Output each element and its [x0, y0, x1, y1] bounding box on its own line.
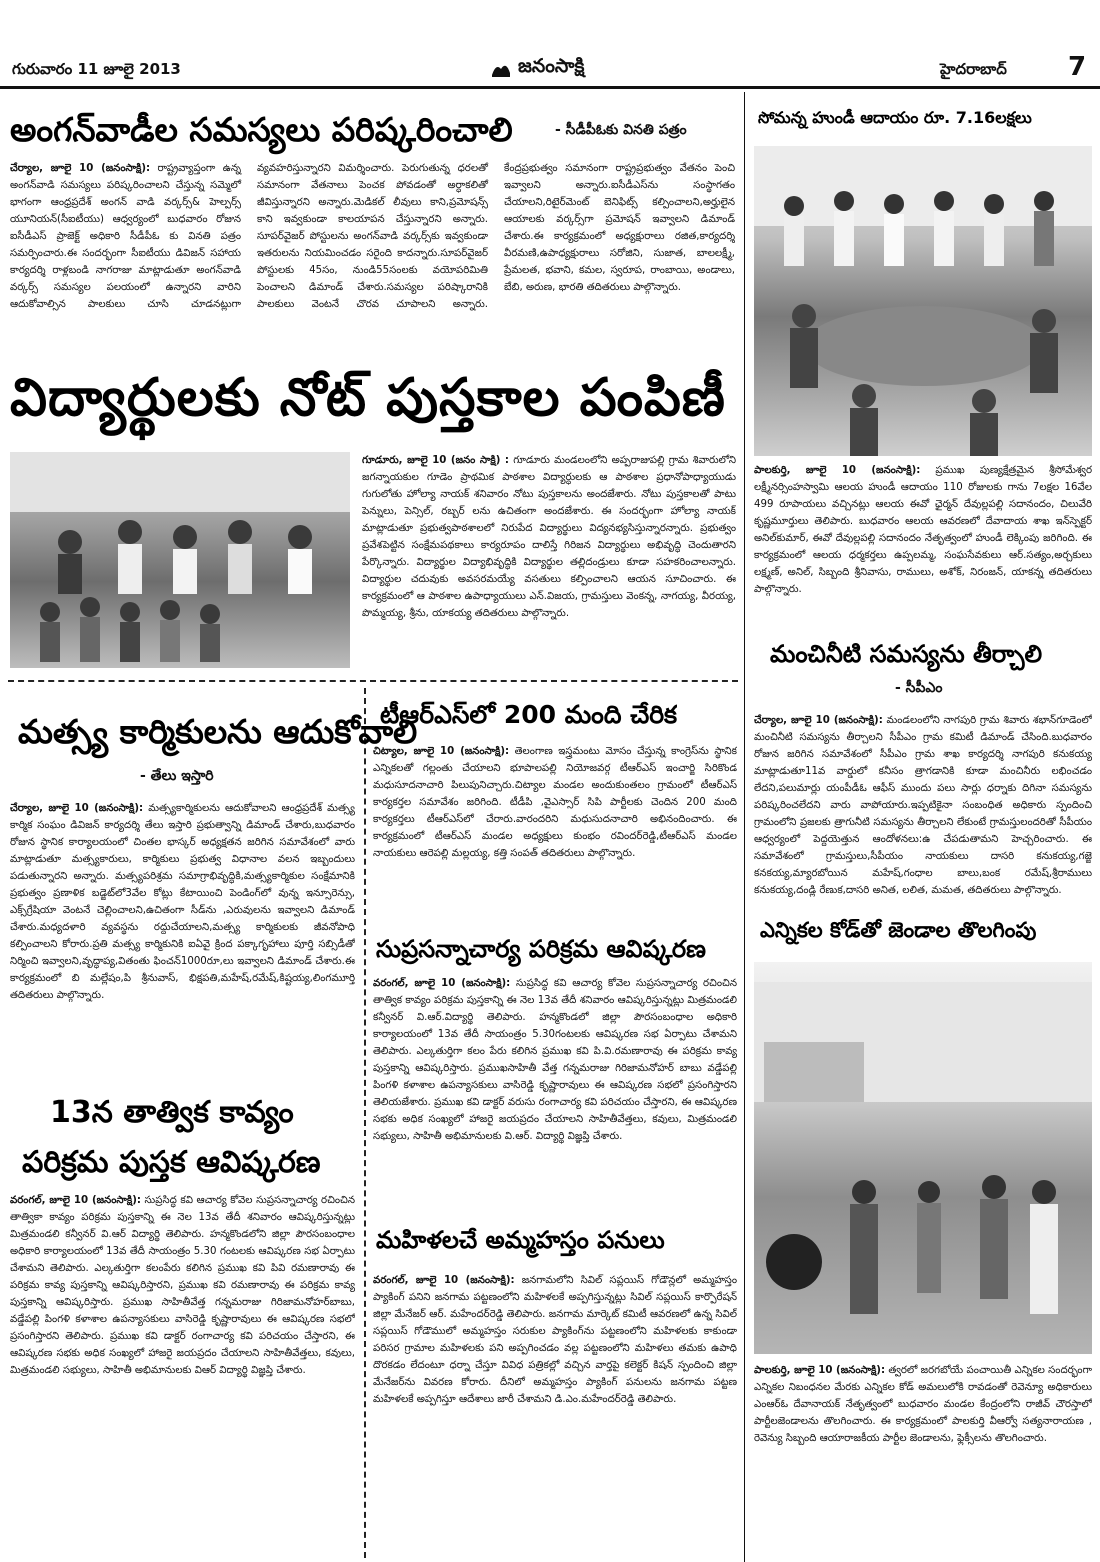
women-text: జనగామలోని సివిల్ సప్లయిస్ గోడౌన్లలో అమ్మహస్తం ప్యాకింగ్ పనిని జనగామ పట్టణంలోని మహిళలకే అప్పగిస్తున్నట్లు సివిల్ సప్లయిస్ కార్పొరేషన్ జిల్లా మేనేజర్ ఆర్. మహేందర్‌రెడ్డి తెలిపారు. జనగామ మార్కెట్ కమిటీ ఆవరణలో ఉన్న సివిల్ సప్లయిస్ గోడౌములో అమ్మహస్తం సరుకుల ప్యాకింగ్‌ను పట్టణంలోని మహిళలకు కాకుండా పరిసర గ్రామాల మహిళలకు పని అప్పగించడం వల్ల పట్టణంలోని మహిళలు తమకు ఉపాధి దొరకడం లేదంటూ ధర్నా చేస్తూ వివిధ పత్రికల్లో వచ్చిన వార్తపై కలెక్టర్ కిషన్ స్పందించి జిల్లా మేనేజర్‌ను వివరణ కోరారు. దీనిలో అమ్మహస్తం ప్యాకింగ్ పనులను జనగామ పట్టణ మహిళలకే అప్పగిస్తూ ఆదేశాలు జారీ చేశామని డి.ఎం.మహేందర్‌రెడ్డి తెలిపారు.	[373, 1275, 737, 1405]
water-text: మండలంలోని నాగపురి గ్రామ శివారు శభాన్‌గూడెంలో మంచినీటి సమస్యను తీర్చాలని సీపీఎం గ్రామ కమిటీ డిమాండ్ చేసింది.బుధవారం రోజున జరిగిన సమావేశంలో సీపీఎం గ్రామ శాఖ కార్యదర్శి నాగపురి కనుకయ్య మాట్లాడుతూ11వ వార్డులో కనీసం త్రాగడానికి కూడా మంచినీరు లభించడం లేదని,పలుమార్లు యంపీడీఓ ఆఫీస్ ముందు పలు సార్లు ధర్నాకు దిగినా సమస్యను పరిష్కరించలేదని వారు వాపోయారు.ఇప్పటికైనా సంబంధిత అధికారు స్పందించి గ్రామంలోని ప్రజలకు త్రాగునీటి సమస్యను తీర్చాలని లేకుంటే గ్రామస్తులందరితో సీపీయం ఆధ్వర్యంలో పెద్దయెత్తున ఆందోళనలు:ఉ చేపడుతామని హెచ్చరించారు. ఈ సమావేశంలో గ్రామస్తులు,సీపీయం నాయకులు దాసరి కనుకయ్య,గజ్జె కనకయ్య,మ్యారబోయిన మహేష్,గంధాల బాలు,బంక రమేష్,శ్రీరాములు కనుకయ్య,దండ్లి రేణుక,దాసరి అనిత, లలిత, మమత, తదితరులు పాల్గొన్నారు.	[754, 715, 1092, 896]
anganwadi-body	[10, 160, 735, 360]
anganwadi-headline: అంగన్‌వాడీల సమస్యలు పరిష్కరించాలి	[10, 110, 513, 149]
notebooks-body	[362, 452, 736, 672]
notebooks-photo	[10, 452, 350, 668]
women-headline: మహిళలచే అమ్మహస్తం పనులు	[376, 1226, 665, 1254]
trs-text: తెలంగాణ ఇస్త్రమంటు మోసం చేస్తున్న కాంగ్రెస్‌ను స్థానిక ఎన్నికలతో గల్లంతు చేయాలని భూపాలపల్లి నియోజవర్గ టీఆర్ఎస్ ఇంచార్జి సిరికొండ మధుసూదనాచారి పిలుపునిచ్చారు.చిట్యాల మండల అందుకుంతలం గ్రామంలో టీఆర్ఎస్ కార్యకర్తల సమావేశం జరిగింది. టీడీపి ,వైఎస్సార్ సిపి పార్టీలకు చెందిన 200 మంది కార్యకర్తలు టీఆర్ఎస్‌లో చేరారు.వారందరిని మధుసుదనాచారి అభినందించారు. ఈ కార్యక్రమంలో టీఆర్ఎస్ మండల అధ్యక్షులు కుంభం రవిందర్‌రెడ్డి,టీఆర్ఎస్ మండల నాయకులు ఆరెపల్లి మల్లయ్య, కత్తి సంపత్ తదితరులు పాల్గొన్నారు.	[373, 746, 737, 859]
city-name: హైదరాబాద్	[940, 60, 1007, 78]
fishermen-byline: చేర్యాల, జూలై 10 (జనంసాక్షి):	[10, 803, 144, 814]
masthead-rule	[0, 86, 1100, 89]
flags-headline: ఎన్నికల కోడ్‌తో జెండాల తొలగింపు	[760, 918, 1037, 942]
kavyam-mid-body	[373, 975, 737, 1215]
fishermen-subhead: - తేలు ఇస్తారి	[140, 768, 214, 784]
kavyam-mid-byline: వరంగల్, జూలై 10 (జనంసాక్షి):	[373, 978, 511, 989]
water-subhead: - సీపీఎం	[895, 680, 943, 696]
paper-name: జనంసాక్షి	[518, 55, 585, 77]
page-number: 7	[1068, 52, 1087, 82]
women-body	[373, 1272, 737, 1482]
logo-emblem-icon	[490, 59, 512, 79]
fishermen-body	[10, 800, 355, 1078]
notebooks-headline: విద్యార్థులకు నోట్ పుస్తకాల పంపిణీ	[10, 368, 726, 428]
somanna-photo	[754, 146, 1092, 456]
somanna-body	[754, 462, 1092, 632]
paper-logo	[490, 55, 584, 82]
kavyam-mid-text: సుప్రసిద్ధ కవి ఆచార్య కోవెల సుప్రసన్నాచార్య రచించిన తాత్విక కావ్యం పరిక్రమ పుస్తకాన్ని ఈ నెల 13వ తేదీ శనివారం ఆవిష్కరిస్తున్నట్లు మిత్రమండలి కన్వీనర్ వి.ఆర్.విద్యార్థి తెలిపారు. హన్మకొండలో జిల్లా పౌరసంబంధాల అధికారి కార్యాలయంలో 13వ తేదీ సాయంత్రం 5.30గంటలకు ఆవిష్కరణ సభ ఏర్పాటు చేశామని తెలిపారు. ఎల్కతుర్తిగా కలం పేరు కలిగిన ప్రముఖ కవి పి.వి.రమణారావు ఈ పరిక్రమ కావ్య పుస్తకాన్ని ఆవిష్కరిస్తారు. ప్రముఖసాహితీ వేత్త గన్నమరాజు గిరిజామనోహర్ బాబు వడ్డేపల్లి పింగళి కళాశాల ఉపన్యాసకులు వాసిరెడ్డి కృష్ణారావులు ఈ ఆవిష్కరణ సభలో ప్రసంగిస్తారని తెలియజేశారు. ప్రముఖ కవి డాక్టర్ వరుసు రంగాచార్య కవి పరిచయం చేస్తారని, ఈ ఆవిష్కరణ సభకు అధిక సంఖ్యలో హాజరై జయప్రదం చేయాలని సాహితీవేత్తలు, కవులు, మిత్రమండలి సభ్యులు, సాహితీ అభిమానులకు వి.ఆర్. విద్యార్థి విజ్ఞప్తి చేశారు.	[373, 978, 737, 1142]
anganwadi-text: రాష్ట్రవ్యాప్తంగా ఉన్న అంగన్‌వాడి సమస్యలు పరిష్కరించాలని చేస్తున్న సమ్మెలో భాగంగా ఆంధ్రప్రదేశ్ అంగన్ వాడి వర్కర్స్& హెల్పర్స్ యూనియన్(సీఐటీయు) ఆధ్వర్యంలో బుధవారం రోజున ఐసీడీఎస్ ప్రాజెక్ట్ అధికారి సీడీపీఓ కు వినతి పత్రం సమర్పించారు.ఈ సందర్భంగా సీఐటీయు డివిజన్ సహాయ కార్యదర్శి రాళ్లబండి నాగరాజు మాట్లాడుతూ అంగన్‌వాడి వర్కర్స్ సమస్యల పలయంలో ఉన్నారని వారిని ఆదుకోవాల్సిన పాలకులు చూసి చూడనట్లుగా వ్యవహరిస్తున్నారని విమర్శించారు. పెరుగుతున్న ధరలతో సమానంగా వేతనాలు పెంచక పోవడంతో అర్ధాకలితో జీవిస్తున్నారని అన్నారు.మెడికల్ లీవులు కాని,ప్రమోషన్స్ కాని ఇవ్వకుండా కాలయాపన చేస్తున్నారని అన్నారు. సూపర్‌వైజర్ పోస్టులను అంగన్‌వాడి వర్కర్స్‌కు ఇవ్వకుండా ఇతరులను నియమించడం సరైంది కాదన్నారు.సూపర్‌వైజర్ పోస్టులకు 45సం, నుండి55సంలకు వయోపరిమితి పెంచాలని డిమాండ్ చేశారు.సమస్యల పరిష్కారానికి పాలకులు వెంటనే చొరవ చూపాలని అన్నారు. కేంద్రప్రభుత్వం సమానంగా రాష్ట్రప్రభుత్వం వేతనం పెంచి ఇవ్వాలని అన్నారు.ఐసీడీఎస్‌ను సంస్థాగతం చేయాలని,రిటైర్‌మెంట్ బెనిఫిట్స్ కల్పించాలని,అర్హులైన ఆయాలకు వర్కర్స్‌గా ప్రమోషన్ ఇవ్వాలని డిమాండ్ చేశారు.ఈ కార్యక్రమంలో అధ్యక్షురాలు రజిత,కార్యదర్శి వీరమణి,ఉపాధ్యక్షురాలు సరోజిని, సుజాత, బాలలక్ష్మీ, ప్రేమలత, భవాని, కమల, స్వరూప, రాంబాయి, అండాలు, బేబి, అరుణ, భారతి తదితరులు పాల్గొన్నారు.	[10, 163, 735, 310]
fishermen-text: మత్స్యకార్మికులను ఆదుకోవాలని ఆంధ్రప్రదేశ్ మత్స్య కార్మిక సంఘం డివిజన్ కార్యదర్శి తేలు ఇస్తారి ప్రభుత్వాన్ని డిమాండ్ చేశారు,బుధవారం రోజున స్థానిక కార్యాలయంలో చింతల భాస్కర్ అధ్యక్షతన జరిగిన సమావేశంలో వారు మాట్లాడుతూ మత్స్యకారులు, కార్మికులు ప్రభుత్వ విధానాల వలన ఇబ్బందులు పడుతున్నారని అన్నారు. మత్స్యపరిశ్రమ సమాగ్రాభివృద్ధికి,మత్స్యకార్మికుల సంక్షేమానికి ప్రభుత్వం ప్రణాళిక బడ్జెట్‌లో3వేల కోట్లు కేటాయించి పెండింగ్‌లో వున్న ఇన్సూరెన్సు, ఎక్స్‌గ్రేషియా వెంటనే చెల్లించాలని,ఉచితంగా సీడ్‌ను ,ఎరువులను ఇవ్వాలని డిమాండ్ చేశారు.మధ్యదళారి వ్యవస్థను రద్దుచేయాలని,మత్స్య కార్మికులకు జీవనోపాధి కల్పించాలని కోరారు.ప్రతి మత్స్య కార్మికునికి ఐఏవై క్రింద పక్కాగృహాలు పూర్తి సబ్సిడీతో నిర్మించి ఇవ్వాలని,వృద్ధాప్య,వితంతు ఫించన్1000రూ,లు ఇవ్వాలని డిమాండ్ చేశారు.ఈ కార్యక్రమంలో బి మల్లేషం,పి శ్రీనువాస్, భిక్షపతి,మహేష్,రమేష్,కిష్టయ్య,లింగమూర్తి తదితరులు పాల్గొన్నారు.	[10, 803, 355, 1001]
somanna-text: ప్రముఖ పుణ్యక్షేత్రమైన శ్రీసోమేశ్వర లక్ష్మీనర్సింహస్వామి ఆలయ హుండీ ఆదాయం 110 రోజులకు గాను 7లక్షల 16వేల 499 రూపాయలు వచ్చినట్లు ఆలయ ఈవో ఛైర్మన్‌ దేవుల్లపల్లి సదానందం, చిలువేరి కృష్ణమూర్తులు తెలిపారు. బుధవారం ఆలయ ఆవరణలో దేవాదాయ శాఖ ఇన్‌స్పెక్టర్ అనిల్‌కుమార్, ఈవో దేవుల్లపల్లి సదానందం నేతృత్వంలో హుండీ లెక్కింపు జరిగింది. ఈ కార్యక్రమంలో ఆలయ ధర్మకర్తలు ఉప్పలమ్మ, సంఘసేవకులు ఆర్.సత్యం,అర్చకులు లక్ష్మణ్, అనిల్, సిబ్బంది శ్రీనివాసు, రాములు, అశోక్, నిరంజన్, యాకన్న తదితరులు పాల్గొన్నారు.	[754, 465, 1092, 595]
lower-column-divider	[364, 688, 366, 1558]
kavyam-left-byline: వరంగల్, జూలై 10 (జనంసాక్షి):	[10, 1195, 141, 1206]
anganwadi-byline: చేర్యాల, జూలై 10 (జనంసాక్షి):	[10, 163, 151, 174]
right-column-divider	[744, 92, 745, 1562]
somanna-byline: పాలకుర్తి, జూలై 10 (జనంసాక్షి):	[754, 465, 921, 476]
notebooks-byline: గూడూరు, జూలై 10 (జనం సాక్షి) :	[362, 455, 509, 466]
somanna-headline: సోమన్న హుండీ ఆదాయం రూ. 7.16లక్షలు	[758, 108, 1032, 127]
kavyam-headline-line1: 13న తాత్విక కావ్యం	[50, 1095, 294, 1130]
flags-text: త్వరలో జరగబోయే పంచాయితీ ఎన్నికల సందర్భంగా ఎన్నికల నిబంధనల మేరకు ఎన్నికల కోడ్ అమలులోకి రావడంతో రెవెన్యూ అధికారులు ఎంఆర్‌ఓ దేవానాయక్ నేతృత్వంలో బుధవారం మండల కేంద్రంలోని రాజీవ్ చౌరస్తాలో పార్టీలజెండాలను తొలగించారు. ఈ కార్యక్రమంలో పాలకుర్తి వీఆర్వో సత్యనారాయణ , రెవెన్యు సిబ్బంది ఆయారాజకీయ పార్టీల జెండాలను, ఫ్లెక్సీలను తొలగించారు.	[754, 1365, 1092, 1444]
water-body	[754, 712, 1092, 912]
water-byline: చేర్యాల, జూలై 10 (జనంసాక్షి):	[754, 715, 883, 726]
section-divider	[8, 680, 738, 682]
kavyam-left-body	[10, 1192, 355, 1482]
trs-byline: చిట్యాల, జూలై 10 (జనంసాక్షి):	[373, 746, 510, 757]
kavyam-headline-line2: పరిక్రమ పుస్తక ఆవిష్కరణ	[22, 1145, 321, 1180]
kavyam-left-text: సుప్రసిద్ధ కవి ఆచార్య కోవెల సుప్రసన్నాచార్య రచించిన తాత్వికా కావ్యం పరిక్రమ పుస్తకాన్ని ఈ నెల 13వ తేదీ శనివారం ఆవిష్కరిస్తున్నట్లు మిత్రమండలి కన్వీనర్ వి.ఆర్ విద్యార్థి తెలిపారు. హన్మకొండలోని జిల్లా పౌరసంబంధాల అధికారి కార్యాలయంలో 13వ తేదీ సాయంత్రం 5.30 గంటలకు ఆవిష్కరణ సభ ఏర్పాటు చేశామని తెలిపారు. ఎల్కతుర్తిగా కలంపేరు కలిగిన ప్రముఖ కవి పివి రమణారావు ఈ పరిక్రమ కావ్య పుస్తకాన్ని ఆవిష్కరిస్తారని, ప్రముఖ కవి రమణారావు ఈ పరిక్రమ కావ్య పుస్తకాన్ని ఆవిష్కరిస్తారు. ప్రముఖ సాహితీవేత్త గన్నమరాజు గిరిజామనోహర్‌బాబు, వడ్డేపల్లి పింగళి కళాశాల ఉపన్యాసకులు వాసిరెడ్డి కృష్ణారావులు ఈ ఆవిష్కరణ సభలో ప్రసంగిస్తారని తెలిపారు. ప్రముఖ కవి డాక్టర్ రంగాచార్య కవి పరిచయం చేస్తారని, ఈ ఆవిష్కరణ సభకు అధిక సంఖ్యలో హాజరై జయప్రదం చేయాలని సాహితీవేత్తలు, కవులు, మిత్రమండలి సభ్యులు, సాహితీ అభిమానులకు విఆర్ విద్యార్థి విజ్ఞప్తి చేశారు.	[10, 1195, 355, 1376]
flags-body	[754, 1362, 1092, 1532]
issue-date: గురువారం 11 జూలై 2013	[12, 60, 181, 78]
fishermen-headline: మత్స్య కార్మికులను ఆదుకోవాలి	[18, 712, 418, 751]
flags-byline: పాలకుర్తి, జూలై 10 (జనంసాక్షి):	[754, 1365, 886, 1376]
water-headline: మంచినీటి సమస్యను తీర్చాలి	[770, 640, 1043, 668]
anganwadi-subhead: - సీడీపీఓకు వినతి పత్రం	[555, 122, 687, 138]
trs-body	[373, 743, 737, 929]
kavyam-mid-headline: సుప్రసన్నాచార్య పరిక్రమ ఆవిష్కరణ	[376, 935, 706, 963]
trs-headline: టీఆర్‌ఎస్‌లో 200 మంది చేరిక	[380, 700, 678, 729]
flags-photo	[754, 962, 1092, 1354]
women-byline: వరంగల్, జూలై 10 (జనంసాక్షి):	[373, 1275, 515, 1286]
notebooks-text: గూడూరు మండలంలోని అప్పరాజుపల్లి గ్రామ శివారులోని జగన్నాయకుల గూడెం ప్రాథమిక పాఠశాల విద్యార్ధులకు ఆ పాఠశాల ప్రధానోపాధ్యాయుడు గుగులోతు హోల్యా నాయక్ శనివారం నోటు పుస్తకాలను అందజేశారు. నోటు పుస్తకాలతో పాటు పెన్నులు, పెన్సిల్, రబ్బర్ లను ఉచితంగా అందజేశారు. ఈ సందర్భంగా హోల్యా నాయక్ మాట్లాడుతూ ప్రభుత్వపాఠశాలలో నిరుపేద విద్యార్థులు విద్యనభ్యసిస్తున్నారన్నారు. ప్రభుత్వం ప్రవేశపెట్టిన సంక్షేమపథకాలు కార్యరూపం దాలిస్తే గిరిజన విద్యార్థులు అభివృద్ధి చెందుతారని పేర్కొన్నారు. విద్యార్థుల విద్యాభివృద్ధికి విద్యార్థుల తల్లిదండ్రులు కూడా సహకరించాలన్నారు. విద్యార్థుల చదువుకు అవసరమయ్యే వసతులు కల్పించాలని ఆయన సూచించారు. ఈ కార్యక్రమంలో ఆ పాఠశాల ఉపాధ్యాయులు ఎన్.విజయ, గ్రామస్తులు వెంకన్న, నాగయ్య, వీరయ్య, పొమ్మయ్య, శ్రీను, యాకయ్య తదితరులు పాల్గొన్నారు.	[362, 455, 736, 619]
